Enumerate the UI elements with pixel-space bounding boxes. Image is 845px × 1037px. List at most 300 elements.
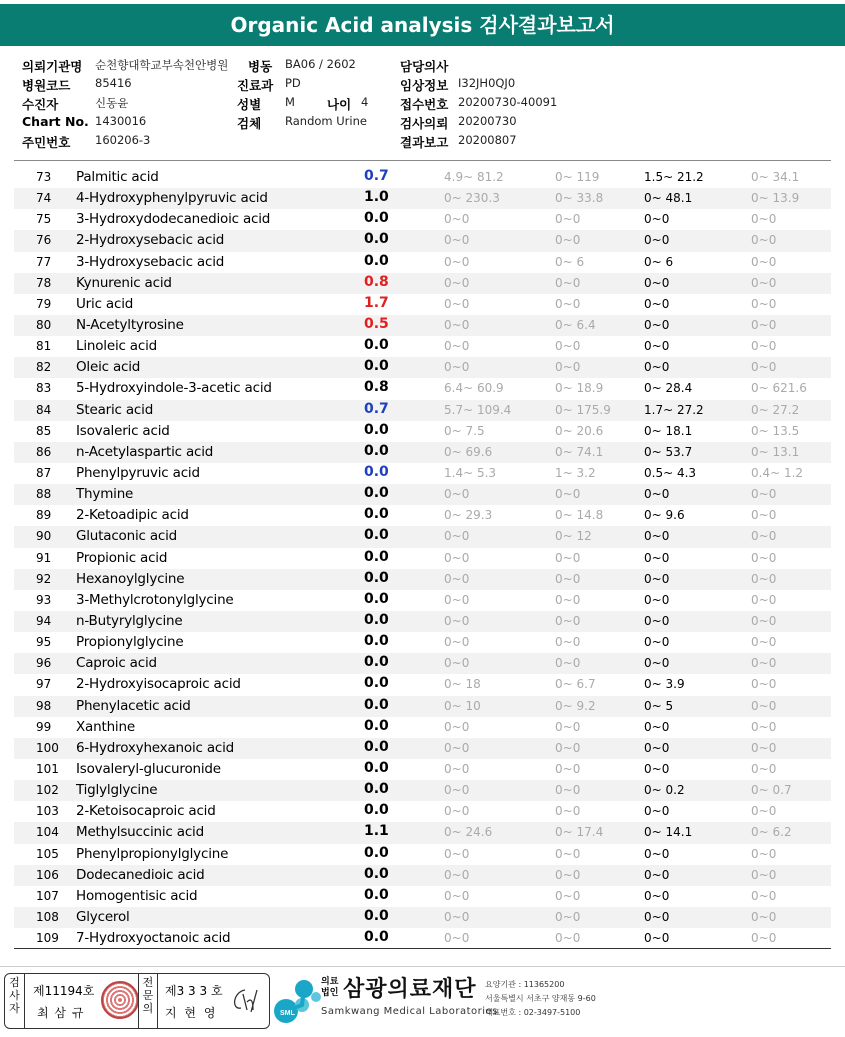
reference-range-4: 0~0 [751, 931, 777, 946]
result-value: 0.7 [364, 400, 389, 417]
reference-range-3: 0~0 [644, 360, 670, 375]
reference-range-3: 0~ 9.6 [644, 508, 685, 523]
reference-range-1: 0~0 [444, 571, 470, 586]
result-value: 0.0 [364, 358, 389, 375]
table-row [14, 674, 831, 695]
reference-range-3: 0.5~ 4.3 [644, 465, 697, 480]
reference-range-2: 0~0 [555, 656, 581, 671]
patient-info [0, 50, 845, 160]
row-number: 86 [36, 444, 52, 459]
reference-range-1: 0~ 29.3 [444, 508, 493, 523]
result-value: 0.0 [364, 210, 389, 227]
sex-label: 성별 [237, 97, 262, 112]
reference-range-1: 0~0 [444, 804, 470, 819]
table-bottom-divider [14, 948, 831, 949]
reference-range-4: 0~ 13.9 [751, 191, 800, 206]
row-number: 74 [36, 191, 52, 206]
analyte-name: 2-Hydroxysebacic acid [76, 232, 225, 249]
row-number: 91 [36, 550, 52, 565]
result-value: 0.0 [364, 696, 389, 713]
reference-range-1: 0~0 [444, 719, 470, 734]
row-number: 82 [36, 360, 52, 375]
reference-range-2: 0~0 [555, 740, 581, 755]
table-row [14, 865, 831, 886]
reference-range-2: 0~0 [555, 613, 581, 628]
row-number: 105 [36, 846, 59, 861]
header-divider [14, 160, 831, 161]
result-value: 0.0 [364, 252, 389, 269]
row-number: 93 [36, 592, 52, 607]
reference-range-3: 0~0 [644, 550, 670, 565]
ward-label: 병동 [248, 59, 273, 74]
analyte-name: Methylsuccinic acid [76, 824, 204, 841]
specialist-label: 전문의 [138, 974, 158, 1028]
reference-range-1: 0~ 230.3 [444, 191, 500, 206]
table-row [14, 273, 831, 294]
reference-range-4: 0~0 [751, 296, 777, 311]
dept-value: PD [285, 76, 301, 90]
analyte-name: Propionic acid [76, 549, 168, 566]
info-row [0, 95, 845, 113]
reference-range-2: 0~0 [555, 296, 581, 311]
table-row [14, 844, 831, 865]
reference-range-2: 0~ 175.9 [555, 402, 611, 417]
result-value: 0.0 [364, 759, 389, 776]
row-number: 79 [36, 296, 52, 311]
table-row [14, 378, 831, 399]
info-label: 담당의사 [400, 59, 449, 74]
result-value: 0.0 [364, 865, 389, 882]
reference-range-3: 0~ 28.4 [644, 381, 693, 396]
table-row [14, 548, 831, 569]
specialist-license: 제3 3 3 호 [165, 984, 223, 998]
reference-range-3: 0~0 [644, 888, 670, 903]
analyte-name: Dodecanedioic acid [76, 866, 205, 883]
result-value: 0.0 [364, 569, 389, 586]
result-value: 1.1 [364, 823, 389, 840]
reference-range-4: 0~0 [751, 317, 777, 332]
reference-range-1: 6.4~ 60.9 [444, 381, 504, 396]
contact-line: 대표번호 : 02-3497-5100 [485, 1008, 581, 1017]
table-row [14, 294, 831, 315]
org-name: 삼광의료재단 [343, 977, 477, 1002]
info-value: 신동윤 [95, 96, 129, 110]
reference-range-4: 0~0 [751, 275, 777, 290]
reference-range-4: 0~ 6.2 [751, 825, 792, 840]
reference-range-3: 0~ 6 [644, 254, 674, 269]
table-row [14, 442, 831, 463]
result-value: 0.0 [364, 844, 389, 861]
info-value: 85416 [95, 76, 132, 90]
reference-range-4: 0~0 [751, 635, 777, 650]
result-value: 0.0 [364, 548, 389, 565]
analyte-name: n-Acetylaspartic acid [76, 443, 214, 460]
info-label: 수진자 [22, 97, 59, 112]
result-value: 0.0 [364, 717, 389, 734]
footer-divider [0, 966, 845, 967]
info-value: I32JH0QJ0 [458, 76, 516, 90]
reference-range-2: 0~0 [555, 846, 581, 861]
info-label: 병원코드 [22, 78, 71, 93]
info-label: 접수번호 [400, 97, 449, 112]
specimen-label: 검체 [237, 116, 262, 131]
row-number: 95 [36, 635, 52, 650]
row-number: 81 [36, 339, 52, 354]
org-contact [485, 978, 596, 1020]
analyte-name: Stearic acid [76, 401, 154, 418]
sex-value: M [285, 95, 295, 109]
reference-range-2: 0~0 [555, 233, 581, 248]
reference-range-2: 0~ 20.6 [555, 423, 604, 438]
info-value: 160206-3 [95, 133, 151, 147]
reference-range-4: 0.4~ 1.2 [751, 465, 804, 480]
reference-range-4: 0~ 0.7 [751, 783, 792, 798]
analyte-name: 6-Hydroxyhexanoic acid [76, 739, 235, 756]
reference-range-2: 0~0 [555, 867, 581, 882]
reference-range-3: 0~0 [644, 212, 670, 227]
reference-range-2: 0~0 [555, 888, 581, 903]
result-value: 0.0 [364, 611, 389, 628]
reference-range-3: 0~0 [644, 571, 670, 586]
reference-range-3: 0~0 [644, 529, 670, 544]
reference-range-2: 0~0 [555, 783, 581, 798]
reference-range-4: 0~ 27.2 [751, 402, 800, 417]
org-name-english: Samkwang Medical Laboratories [321, 1006, 498, 1017]
reference-range-1: 0~0 [444, 212, 470, 227]
reference-range-1: 0~0 [444, 867, 470, 882]
reference-range-3: 0~0 [644, 635, 670, 650]
reference-range-4: 0~0 [751, 677, 777, 692]
row-number: 100 [36, 740, 59, 755]
age-value: 4 [361, 95, 369, 109]
reference-range-3: 0~0 [644, 275, 670, 290]
reference-range-1: 0~ 18 [444, 677, 481, 692]
result-value: 0.0 [364, 654, 389, 671]
reference-range-1: 0~0 [444, 233, 470, 248]
analyte-name: Phenylpyruvic acid [76, 464, 200, 481]
row-number: 88 [36, 487, 52, 502]
results-table [14, 167, 831, 949]
reference-range-3: 0~ 48.1 [644, 191, 693, 206]
reference-range-2: 0~ 6.4 [555, 317, 596, 332]
table-row [14, 526, 831, 547]
table-row [14, 252, 831, 273]
reference-range-2: 0~ 12 [555, 529, 592, 544]
reference-range-2: 0~0 [555, 571, 581, 586]
reference-range-4: 0~0 [751, 254, 777, 269]
reference-range-1: 0~0 [444, 487, 470, 502]
row-number: 102 [36, 783, 59, 798]
reference-range-4: 0~0 [751, 888, 777, 903]
reference-range-3: 0~0 [644, 656, 670, 671]
reference-range-4: 0~ 621.6 [751, 381, 807, 396]
reference-range-3: 0~0 [644, 296, 670, 311]
reference-range-3: 0~ 18.1 [644, 423, 693, 438]
result-value: 0.0 [364, 675, 389, 692]
table-row [14, 801, 831, 822]
reference-range-3: 0~ 5 [644, 698, 674, 713]
reference-range-3: 0~0 [644, 613, 670, 628]
signature-box [4, 973, 270, 1029]
result-value: 0.7 [364, 168, 389, 184]
row-number: 75 [36, 212, 52, 227]
table-row [14, 463, 831, 484]
info-value: 20200807 [458, 133, 517, 147]
org-type-line: 법인 [321, 988, 339, 998]
info-row [0, 57, 845, 75]
reference-range-1: 0~0 [444, 740, 470, 755]
reference-range-4: 0~ 13.1 [751, 444, 800, 459]
reference-range-3: 0~0 [644, 740, 670, 755]
info-label: Chart No. [22, 114, 89, 129]
result-value: 1.7 [364, 294, 389, 311]
analyte-name: Uric acid [76, 295, 134, 312]
analyte-name: Kynurenic acid [76, 274, 172, 291]
table-row [14, 167, 831, 188]
reference-range-4: 0~0 [751, 867, 777, 882]
reference-range-4: 0~0 [751, 571, 777, 586]
result-value: 0.0 [364, 506, 389, 523]
result-value: 1.0 [364, 189, 389, 206]
reference-range-3: 1.7~ 27.2 [644, 402, 704, 417]
info-value: 순천향대학교부속천안병원 [95, 58, 229, 72]
info-label: 결과보고 [400, 135, 449, 150]
reference-range-1: 0~0 [444, 296, 470, 311]
reference-range-2: 0~ 18.9 [555, 381, 604, 396]
analyte-name: 7-Hydroxyoctanoic acid [76, 930, 231, 947]
row-number: 97 [36, 677, 52, 692]
reference-range-1: 0~0 [444, 783, 470, 798]
row-number: 94 [36, 613, 52, 628]
reference-range-4: 0~ 13.5 [751, 423, 800, 438]
table-row [14, 653, 831, 674]
table-row [14, 886, 831, 907]
reference-range-3: 0~0 [644, 804, 670, 819]
result-value: 0.0 [364, 907, 389, 924]
row-number: 85 [36, 423, 52, 438]
result-value: 0.0 [364, 527, 389, 544]
reference-range-2: 0~ 17.4 [555, 825, 604, 840]
info-label: 임상정보 [400, 78, 449, 93]
reference-range-1: 0~0 [444, 529, 470, 544]
reference-range-2: 0~ 119 [555, 170, 600, 184]
analyte-name: 3-Methylcrotonylglycine [76, 591, 234, 608]
table-row [14, 611, 831, 632]
reference-range-3: 0~ 3.9 [644, 677, 685, 692]
row-number: 89 [36, 508, 52, 523]
result-value: 0.5 [364, 315, 389, 332]
report-title: Organic Acid analysis 검사결과보고서 [0, 4, 845, 46]
table-row [14, 632, 831, 653]
reference-range-2: 0~0 [555, 550, 581, 565]
reference-range-2: 0~0 [555, 487, 581, 502]
table-row [14, 209, 831, 230]
analyte-name: 3-Hydroxysebacic acid [76, 253, 225, 270]
reference-range-2: 0~0 [555, 275, 581, 290]
result-value: 0.0 [364, 929, 389, 946]
reference-range-1: 0~0 [444, 888, 470, 903]
reference-range-1: 0~0 [444, 339, 470, 354]
row-number: 80 [36, 317, 52, 332]
analyte-name: Glycerol [76, 908, 130, 925]
row-number: 87 [36, 465, 52, 480]
reference-range-4: 0~0 [751, 487, 777, 502]
info-label: 주민번호 [22, 135, 71, 150]
reference-range-2: 0~0 [555, 360, 581, 375]
analyte-name: 5-Hydroxyindole-3-acetic acid [76, 380, 272, 397]
analyte-name: Phenylpropionylglycine [76, 845, 229, 862]
reference-range-3: 0~0 [644, 909, 670, 924]
reference-range-2: 0~0 [555, 931, 581, 946]
table-row [14, 822, 831, 843]
row-number: 92 [36, 571, 52, 586]
analyte-name: N-Acetyltyrosine [76, 316, 184, 333]
reference-range-3: 0~ 0.2 [644, 783, 685, 798]
result-value: 0.8 [364, 379, 389, 396]
reference-range-1: 0~ 10 [444, 698, 481, 713]
table-row [14, 336, 831, 357]
info-row [0, 133, 845, 151]
reference-range-4: 0~0 [751, 233, 777, 248]
inspector-license: 제11194호 [33, 984, 95, 998]
reference-range-4: 0~0 [751, 339, 777, 354]
analyte-name: Xanthine [76, 718, 135, 735]
reference-range-4: 0~0 [751, 719, 777, 734]
table-row [14, 590, 831, 611]
reference-range-1: 0~0 [444, 275, 470, 290]
reference-range-1: 5.7~ 109.4 [444, 402, 512, 417]
reference-range-3: 0~0 [644, 233, 670, 248]
reference-range-1: 0~0 [444, 613, 470, 628]
row-number: 99 [36, 719, 52, 734]
result-value: 0.0 [364, 485, 389, 502]
row-number: 98 [36, 698, 52, 713]
row-number: 84 [36, 402, 52, 417]
analyte-name: 4-Hydroxyphenylpyruvic acid [76, 190, 268, 207]
info-value: 20200730 [458, 114, 517, 128]
table-row [14, 400, 831, 421]
row-number: 109 [36, 931, 59, 946]
analyte-name: 3-Hydroxydodecanedioic acid [76, 211, 271, 228]
reference-range-2: 0~ 33.8 [555, 191, 604, 206]
reference-range-4: 0~0 [751, 529, 777, 544]
result-value: 0.0 [364, 231, 389, 248]
reference-range-2: 0~0 [555, 719, 581, 734]
analyte-name: Linoleic acid [76, 338, 158, 355]
table-row [14, 759, 831, 780]
reference-range-3: 0~0 [644, 487, 670, 502]
reference-range-2: 0~ 6.7 [555, 677, 596, 692]
reference-range-4: 0~ 34.1 [751, 170, 800, 184]
reference-range-3: 0~0 [644, 846, 670, 861]
row-number: 107 [36, 888, 59, 903]
seal-stamp [101, 981, 139, 1019]
result-value: 0.0 [364, 781, 389, 798]
analyte-name: Oleic acid [76, 359, 141, 376]
table-row [14, 230, 831, 251]
reference-range-1: 0~0 [444, 635, 470, 650]
reference-range-2: 0~ 14.8 [555, 508, 604, 523]
row-number: 73 [36, 170, 52, 184]
result-value: 0.0 [364, 738, 389, 755]
contact-line: 요양기관 : 11365200 [485, 980, 565, 989]
reference-range-2: 1~ 3.2 [555, 465, 596, 480]
reference-range-1: 0~0 [444, 931, 470, 946]
analyte-name: 2-Ketoisocaproic acid [76, 803, 216, 820]
result-value: 0.0 [364, 421, 389, 438]
logo-text: SML [280, 1010, 295, 1017]
specialist-name: 지 현 영 [165, 1006, 218, 1020]
reference-range-2: 0~0 [555, 212, 581, 227]
reference-range-4: 0~0 [751, 212, 777, 227]
reference-range-1: 0~ 24.6 [444, 825, 493, 840]
table-row [14, 505, 831, 526]
analyte-name: Palmitic acid [76, 169, 159, 185]
reference-range-4: 0~0 [751, 740, 777, 755]
reference-range-3: 0~0 [644, 339, 670, 354]
result-value: 0.0 [364, 886, 389, 903]
info-value: 1430016 [95, 114, 147, 128]
info-row [0, 76, 845, 94]
info-label: 검사의뢰 [400, 116, 449, 131]
reference-range-4: 0~0 [751, 761, 777, 776]
row-number: 83 [36, 381, 52, 396]
reference-range-3: 0~0 [644, 761, 670, 776]
reference-range-2: 0~ 9.2 [555, 698, 596, 713]
analyte-name: Phenylacetic acid [76, 697, 191, 714]
analyte-name: Tiglylglycine [76, 782, 158, 799]
reference-range-1: 0~ 69.6 [444, 444, 493, 459]
analyte-name: 2-Ketoadipic acid [76, 507, 189, 524]
reference-range-1: 0~0 [444, 254, 470, 269]
reference-range-1: 0~0 [444, 761, 470, 776]
reference-range-1: 0~0 [444, 550, 470, 565]
reference-range-1: 4.9~ 81.2 [444, 170, 504, 184]
table-row [14, 738, 831, 759]
contact-line: 서울특별시 서초구 양재동 9-60 [485, 994, 596, 1003]
row-number: 108 [36, 909, 59, 924]
table-row [14, 484, 831, 505]
sml-logo-icon [272, 975, 322, 1025]
table-row [14, 421, 831, 442]
table-row [14, 928, 831, 949]
org-type-line: 의료 [321, 977, 339, 987]
reference-range-2: 0~ 74.1 [555, 444, 604, 459]
result-value: 0.0 [364, 463, 389, 480]
reference-range-3: 0~0 [644, 867, 670, 882]
reference-range-2: 0~ 6 [555, 254, 585, 269]
reference-range-1: 0~0 [444, 360, 470, 375]
reference-range-3: 0~0 [644, 317, 670, 332]
row-number: 104 [36, 825, 59, 840]
info-label: 의뢰기관명 [22, 59, 83, 74]
analyte-name: Homogentisic acid [76, 887, 198, 904]
reference-range-4: 0~0 [751, 698, 777, 713]
reference-range-1: 0~0 [444, 592, 470, 607]
reference-range-3: 0~ 14.1 [644, 825, 693, 840]
table-row [14, 780, 831, 801]
reference-range-1: 1.4~ 5.3 [444, 465, 497, 480]
reference-range-3: 0~0 [644, 719, 670, 734]
reference-range-2: 0~0 [555, 635, 581, 650]
info-value: 20200730-40091 [458, 95, 558, 109]
reference-range-2: 0~0 [555, 909, 581, 924]
analyte-name: Caproic acid [76, 655, 157, 672]
analyte-name: Propionylglycine [76, 634, 184, 651]
age-label: 나이 [327, 97, 352, 112]
result-value: 0.0 [364, 337, 389, 354]
row-number: 77 [36, 254, 52, 269]
